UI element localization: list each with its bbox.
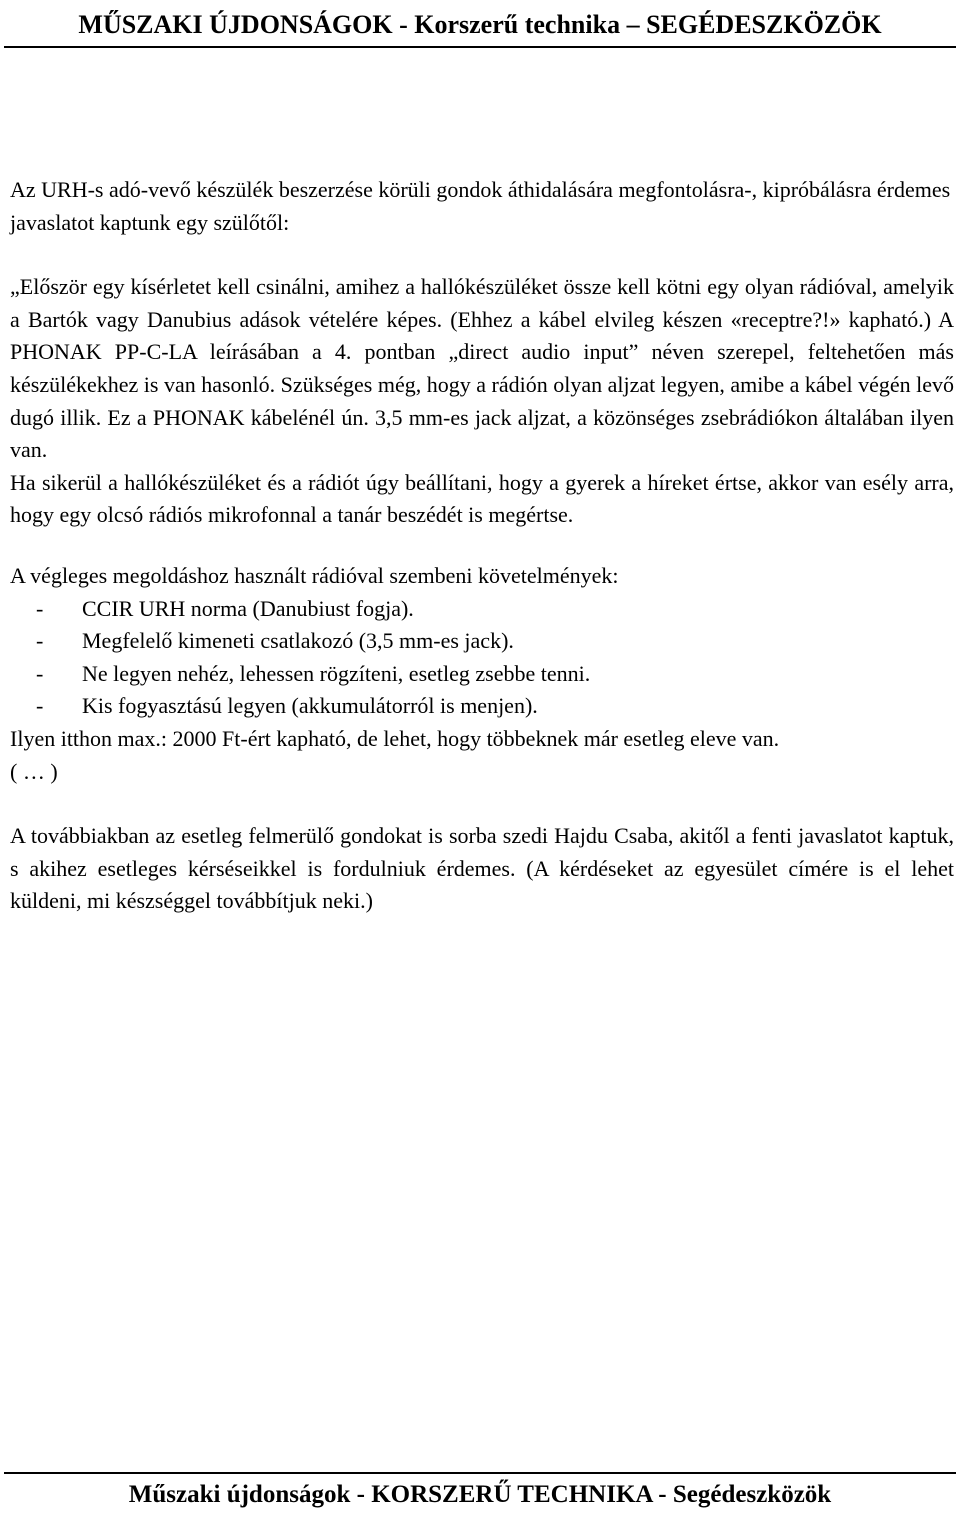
list-item-text: CCIR URH norma (Danubiust fogja). — [82, 595, 414, 621]
closing-paragraph: A továbbiakban az esetleg felmerülő gondokat is sorba szedi Hajdu Csaba, akitől a fenti javaslatot kaptuk, s akihez esetleges kérséseikkel is fordulniuk érdemes. (A kérdéseket az egyesület címére is el lehet küldeni, mi készséggel továbbítjuk neki.) — [10, 823, 954, 914]
spacer — [10, 788, 954, 820]
list-dash: - — [36, 693, 44, 719]
header-rule — [4, 46, 956, 48]
ellipsis-line: ( … ) — [10, 758, 58, 784]
footer-rule — [4, 1472, 956, 1474]
list-item-text: Megfelelő kimeneti csatlakozó (3,5 mm-es jack). — [82, 628, 514, 654]
requirements-list — [10, 593, 954, 723]
list-item — [10, 690, 954, 723]
list-item — [10, 658, 954, 691]
list-item-text: Ne legyen nehéz, lehessen rögzíteni, esetleg zsebbe tenni. — [82, 660, 591, 686]
page-header-title: MŰSZAKI ÚJDONSÁGOK - Korszerű technika – SEGÉDESZKÖZÖK — [78, 10, 882, 39]
price-line: Ilyen itthon max.: 2000 Ft-ért kapható, de lehet, hogy többeknek már esetleg eleve van. — [10, 725, 780, 751]
intro-paragraph: Az URH-s adó-vevő készülék beszerzése körüli gondok áthidalására megfontolásra-, kipróbálásra érdemes javaslatot kaptunk egy szülőtől: — [10, 177, 951, 235]
spacer — [10, 532, 954, 560]
list-dash: - — [36, 595, 44, 621]
list-item-text: Kis fogyasztású legyen (akkumulátorról is menjen). — [82, 693, 538, 719]
requirements-intro: A végleges megoldáshoz használt rádióval szembeni követelmények: — [10, 562, 619, 588]
page-footer-title: Műszaki újdonságok - KORSZERŰ TECHNIKA - Segédeszközök — [128, 1481, 832, 1508]
list-dash: - — [36, 660, 44, 686]
document-body — [10, 174, 954, 918]
spacer — [10, 239, 954, 271]
list-dash: - — [36, 628, 44, 654]
hope-paragraph: Ha sikerül a hallókészüléket és a rádiót úgy beállítani, hogy a gyerek a híreket értse, akkor van esély arra, hogy egy olcsó rádiós mikrofonnal a tanár beszédét is megértse. — [10, 469, 954, 528]
list-item — [10, 625, 954, 658]
list-item — [10, 593, 954, 626]
quote-paragraph: „Először egy kísérletet kell csinálni, amihez a hallókészüléket össze kell kötni egy olyan rádióval, amelyik a Bartók vagy Danubius adások vételére képes. (Ehhez a kábel elvileg készen «receptre?!» kapható.) A PHONAK PP-C-LA leírásában a 4. pontban „direct audio input” néven szerepel, feltehetően más készülékekhez is van hasonló. Szükséges még, hogy a rádión olyan aljzat legyen, amibe a kábel végén levő dugó illik. Ez a PHONAK kábelénél ún. 3,5 mm-es jack aljzat, a közönséges zsebrádiókon általában ilyen van. — [10, 274, 954, 463]
